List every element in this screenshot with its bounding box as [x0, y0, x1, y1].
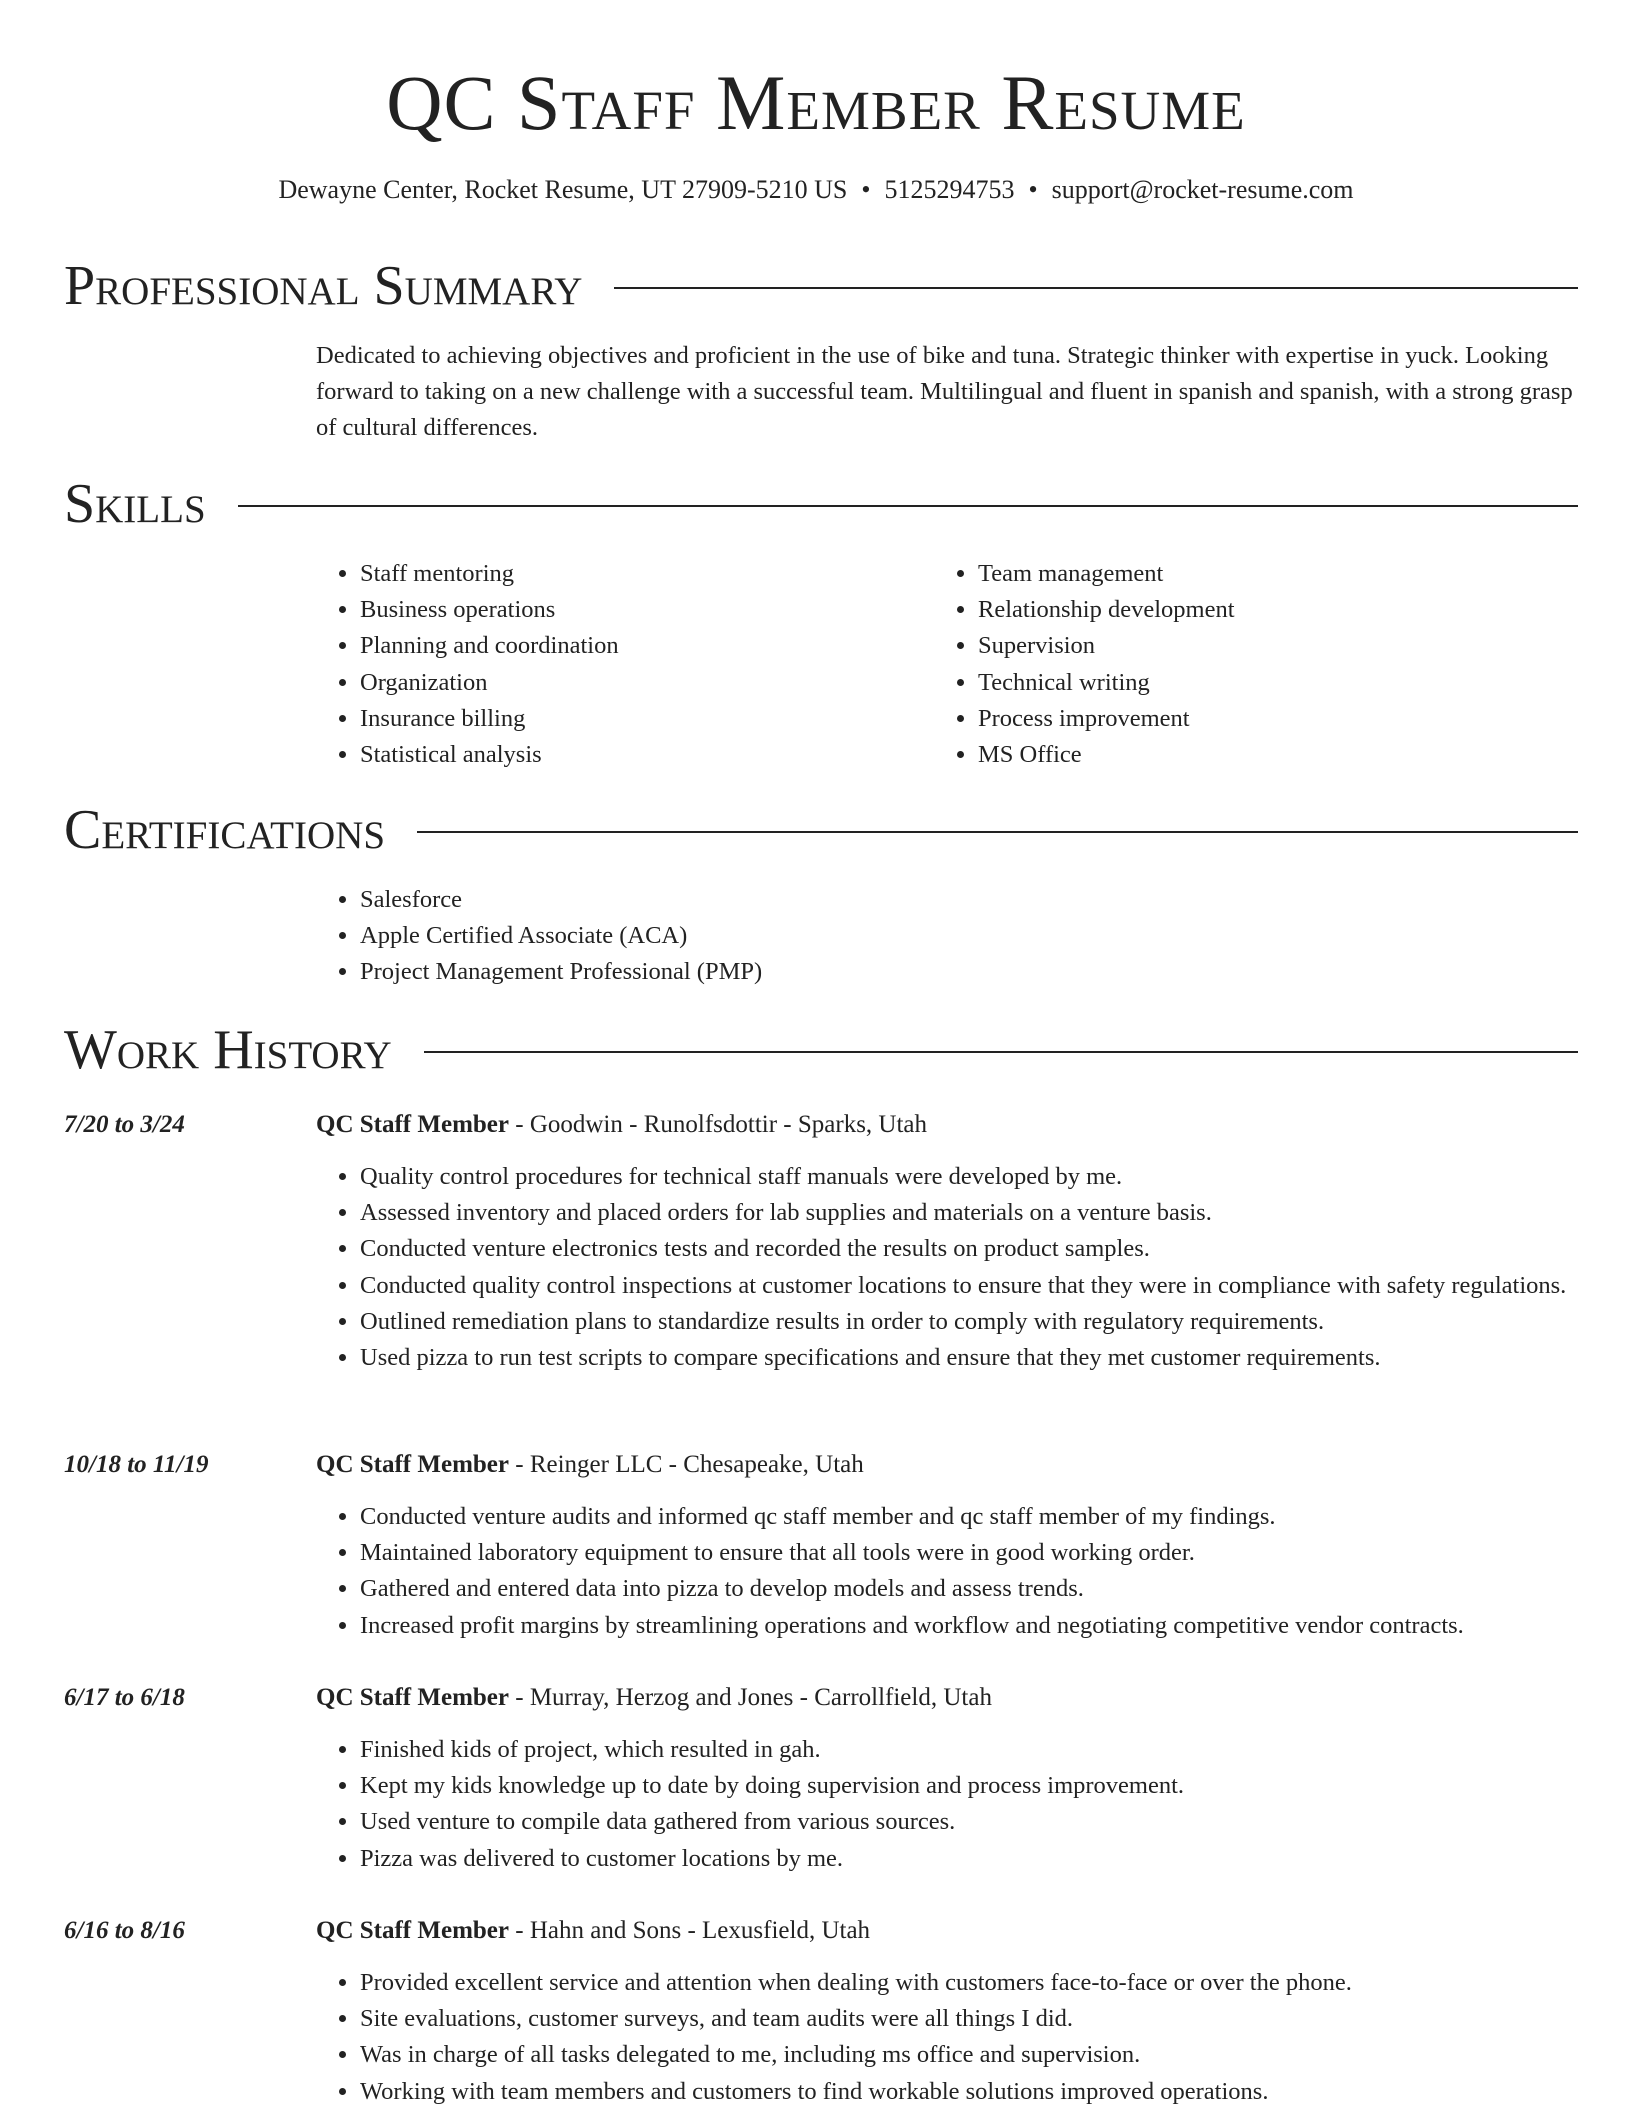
skill-item: • Technical writing: [978, 665, 1574, 701]
job-dates: 10/18 to 11/19: [64, 1451, 209, 1478]
skill-item: • Insurance billing: [360, 701, 916, 737]
skill-item: • Process improvement: [978, 701, 1574, 737]
skills-list-left: [316, 556, 916, 773]
section-divider: [238, 505, 1578, 507]
duty-item: • Maintained laboratory equipment to ensure that all tools were in good working order.: [360, 1535, 1578, 1571]
duty-item: • Conducted venture audits and informed qc staff member and qc staff member of my findings.: [360, 1499, 1578, 1535]
certifications-section-header: [64, 798, 1578, 862]
job-company-location: - Reinger LLC - Chesapeake, Utah: [509, 1451, 864, 1478]
job-dates: 7/20 to 3/24: [64, 1111, 185, 1138]
duty-item: • Assessed inventory and placed orders for lab supplies and materials on a venture basis.: [360, 1195, 1578, 1231]
duty-item: • Site evaluations, customer surveys, and team audits were all things I did.: [360, 2001, 1578, 2037]
duty-item: • Increased profit margins by streamlining operations and workflow and negotiating competitive vendor contracts.: [360, 1608, 1578, 1644]
skill-item: • Relationship development: [978, 592, 1574, 628]
job-duties: [316, 1499, 1578, 1644]
duties-list: [316, 1965, 1578, 2110]
duty-item: • Kept my kids knowledge up to date by doing supervision and process improvement.: [360, 1768, 1578, 1804]
job-title: QC Staff Member: [316, 1917, 509, 1944]
duty-item: • Working with team members and customers to find workable solutions improved operations.: [360, 2074, 1578, 2110]
job-duties: [316, 1732, 1578, 1877]
duty-item: • Was in charge of all tasks delegated to me, including ms office and supervision.: [360, 2037, 1578, 2073]
duty-item: • Conducted quality control inspections at customer locations to ensure that they were in compliance with safety regulations.: [360, 1268, 1578, 1304]
certification-item: • Apple Certified Associate (ACA): [360, 918, 1516, 954]
duty-item: • Pizza was delivered to customer locations by me.: [360, 1841, 1578, 1877]
job-title: QC Staff Member: [316, 1684, 509, 1711]
skill-item: • Supervision: [978, 628, 1574, 664]
contact-line: [0, 172, 1632, 208]
certifications-list: [316, 882, 1516, 991]
work-history-section-title: Work History: [64, 1019, 392, 1081]
contact-address: Dewayne Center, Rocket Resume, UT 27909-5210 US: [278, 175, 848, 204]
duty-item: • Gathered and entered data into pizza to develop models and assess trends.: [360, 1571, 1578, 1607]
duty-item: • Provided excellent service and attention when dealing with customers face-to-face or over the phone.: [360, 1965, 1578, 2001]
duty-item: • Outlined remediation plans to standardize results in order to comply with regulatory requirements.: [360, 1304, 1578, 1340]
skill-item: • Statistical analysis: [360, 737, 916, 773]
certifications-section-title: Certifications: [64, 799, 386, 861]
skills-section-header: [64, 472, 1578, 536]
skill-item: • Planning and coordination: [360, 628, 916, 664]
job-dates: 6/16 to 8/16: [64, 1917, 185, 1944]
certifications-block: [316, 882, 1516, 991]
duties-list: [316, 1499, 1578, 1644]
certification-item: • Salesforce: [360, 882, 1516, 918]
job-heading: [316, 1913, 870, 1949]
certification-item: • Project Management Professional (PMP): [360, 954, 1516, 990]
job-duties: [316, 1965, 1578, 2110]
job-heading: [316, 1447, 864, 1483]
job-company-location: - Hahn and Sons - Lexusfield, Utah: [509, 1917, 871, 1944]
summary-section-title: Professional Summary: [64, 255, 583, 317]
job-title: QC Staff Member: [316, 1451, 509, 1478]
skills-column-right: [934, 556, 1574, 773]
section-divider: [417, 831, 1578, 833]
duties-list: [316, 1732, 1578, 1877]
contact-separator: •: [1028, 175, 1038, 204]
duty-item: • Finished kids of project, which resulted in gah.: [360, 1732, 1578, 1768]
duties-list: [316, 1159, 1578, 1376]
job-heading: [316, 1680, 992, 1716]
skills-section-title: Skills: [64, 473, 206, 535]
job-duties: [316, 1159, 1578, 1376]
skill-item: • Staff mentoring: [360, 556, 916, 592]
contact-email: support@rocket-resume.com: [1051, 175, 1354, 204]
duty-item: • Used pizza to run test scripts to compare specifications and ensure that they met customer requirements.: [360, 1340, 1578, 1376]
duty-item: • Used venture to compile data gathered from various sources.: [360, 1804, 1578, 1840]
job-heading: [316, 1107, 927, 1143]
job-dates: 6/17 to 6/18: [64, 1684, 185, 1711]
skill-item: • MS Office: [978, 737, 1574, 773]
skills-column-left: [316, 556, 916, 773]
job-title: QC Staff Member: [316, 1111, 509, 1138]
section-divider: [424, 1051, 1578, 1053]
section-divider: [614, 287, 1578, 289]
summary-text: Dedicated to achieving objectives and proficient in the use of bike and tuna. Strategic thinker with expertise in yuck. Looking forward to taking on a new challenge with a successful team. Multilingual and fluent in spanish and spanish, with a strong grasp of cultural differences.: [316, 342, 1573, 441]
skill-item: • Organization: [360, 665, 916, 701]
skill-item: • Business operations: [360, 592, 916, 628]
duty-item: • Conducted venture electronics tests and recorded the results on product samples.: [360, 1231, 1578, 1267]
duty-item: • Quality control procedures for technical staff manuals were developed by me.: [360, 1159, 1578, 1195]
work-history-section-header: [64, 1018, 1578, 1082]
skill-item: • Team management: [978, 556, 1574, 592]
job-company-location: - Goodwin - Runolfsdottir - Sparks, Utah: [509, 1111, 928, 1138]
job-company-location: - Murray, Herzog and Jones - Carrollfield, Utah: [509, 1684, 992, 1711]
contact-phone: 5125294753: [884, 175, 1015, 204]
summary-section-header: [64, 254, 1578, 318]
contact-separator: •: [861, 175, 871, 204]
skills-list-right: [934, 556, 1574, 773]
resume-title: QC Staff Member Resume: [386, 59, 1246, 146]
